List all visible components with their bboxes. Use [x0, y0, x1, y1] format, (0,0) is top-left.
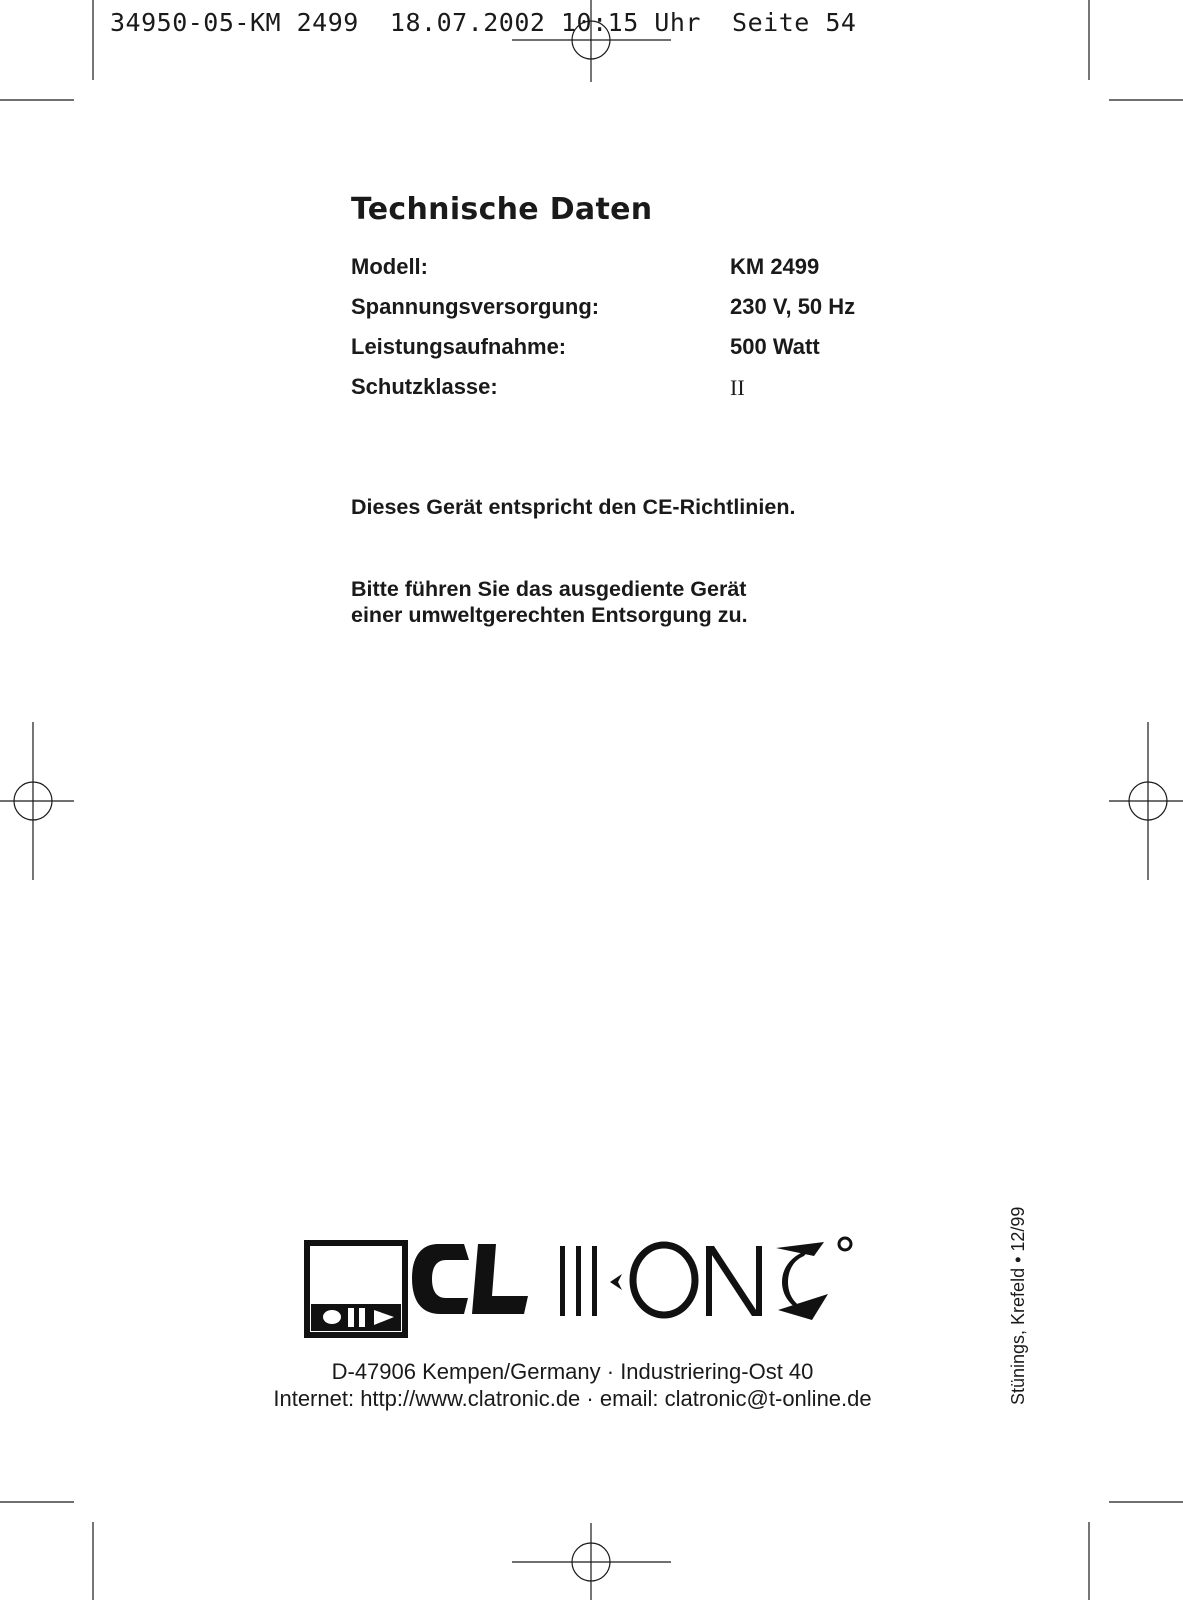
ce-notice: Dieses Gerät entspricht den CE-Richtlinien. — [351, 495, 796, 519]
spec-label-protection-class: Schutzklasse: — [351, 374, 498, 399]
spec-label-model: Modell: — [351, 254, 428, 279]
logo-cl-letters — [412, 1244, 528, 1314]
disposal-notice — [351, 576, 748, 628]
logo-tronic-letters — [560, 1238, 851, 1320]
disposal-notice-line-2: einer umweltgerechten Entsorgung zu. — [351, 603, 748, 627]
section-title: Technische Daten — [351, 192, 653, 227]
disposal-notice-line-1: Bitte führen Sie das ausgediente Gerät — [351, 577, 747, 601]
spec-value-voltage: 230 V, 50 Hz — [730, 294, 856, 319]
print-slug: 34950-05-KM 2499 18.07.2002 10:15 Uhr Seite 54 — [110, 8, 857, 37]
spec-label-voltage: Spannungsversorgung: — [351, 294, 600, 319]
spec-value-protection-class: II — [730, 375, 745, 400]
address-line-1: D-47906 Kempen/Germany · Industriering-Ost 40 — [331, 1359, 814, 1384]
brand-logo — [304, 1234, 872, 1338]
spec-value-power: 500 Watt — [730, 334, 820, 359]
company-address — [0, 1358, 1145, 1412]
spec-label-power: Leistungsaufnahme: — [351, 334, 567, 359]
spec-value-model: KM 2499 — [730, 254, 820, 279]
address-line-2: Internet: http://www.clatronic.de · email: clatronic@t-online.de — [273, 1386, 872, 1411]
printer-credit: Stünings, Krefeld • 12/99 — [1008, 1206, 1028, 1405]
logo-emblem-icon — [307, 1243, 405, 1335]
